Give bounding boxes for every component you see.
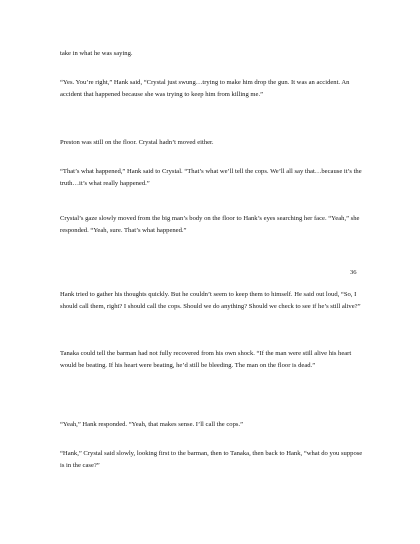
- paragraph-4: “That’s what happened,” Hank said to Crystal. “That’s what we’ll tell the cops. We’ll all say that…because it’s the truth…it’s what really happened.”: [60, 168, 362, 188]
- paragraph-5: Crystal’s gaze slowly moved from the big man’s body on the floor to Hank’s eyes searching her face. “Yeah,” she responded. “Yeah, sure. That’s what happened.”: [60, 215, 360, 235]
- paragraph-3: Preston was still on the floor. Crystal hadn’t moved either.: [60, 139, 214, 146]
- paragraph-9: “Hank,” Crystal said slowly, looking first to the barman, then to Tanaka, then back to Hank, “what do you suppose is in the case?”: [60, 450, 363, 470]
- paragraph-2: “Yes. You’re right,” Hank said, “Crystal just swung…trying to make him drop the gun. It was an accident. An accident that happened because she was trying to keep him from killing me.”: [60, 79, 350, 99]
- page-number: 36: [350, 269, 357, 276]
- paragraph-8: “Yeah,” Hank responded. “Yeah, that makes sense. I’ll call the cops.”: [60, 421, 244, 428]
- paragraph-7: Tanaka could tell the barman had not fully recovered from his own shock. “If the man were still alive his heart would be beating. If his heart were beating, he’d still be bleeding. The man on the floor is dead.”: [60, 350, 352, 370]
- paragraph-1: take in what he was saying.: [60, 50, 133, 57]
- paragraph-6: Hank tried to gather his thoughts quickly. But he couldn’t seem to keep them to himself. He said out loud, “So, I should call them, right? I should call the cops. Should we do anything? Should we check to see if he’s still alive?”: [60, 291, 361, 311]
